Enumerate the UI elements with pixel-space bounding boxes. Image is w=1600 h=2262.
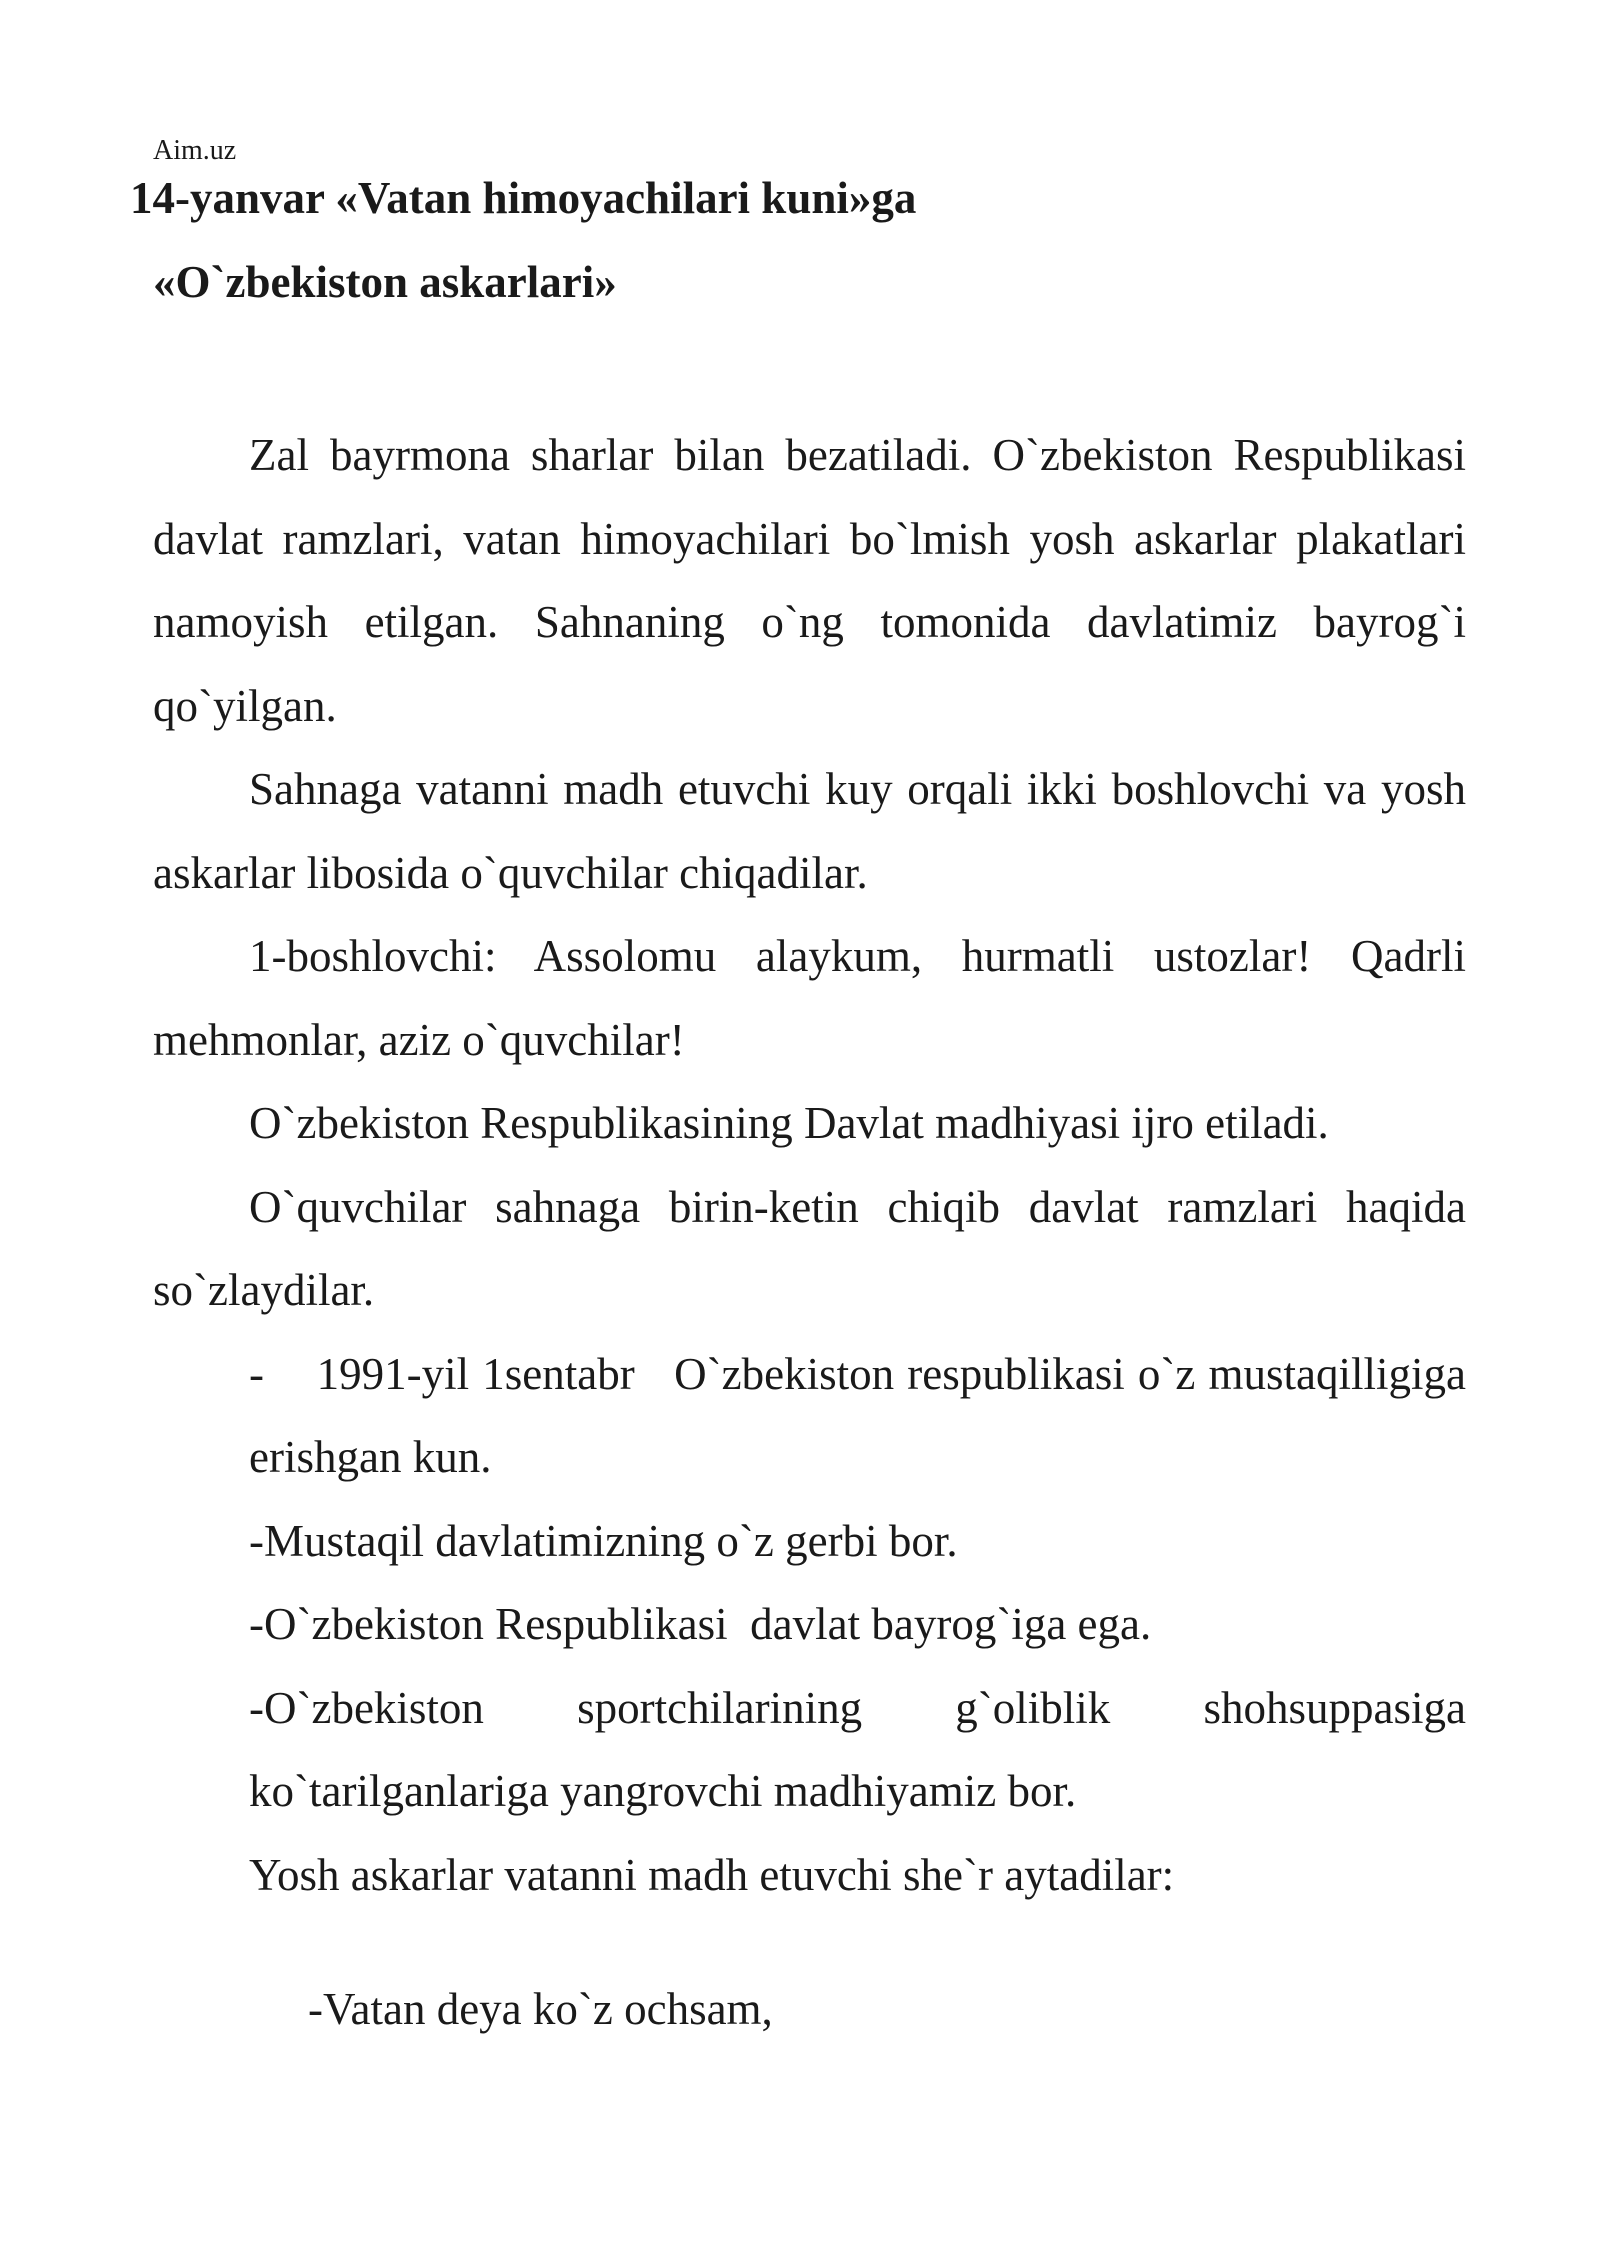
- paragraph-anthem: O`zbekiston Respublikasining Davlat madhiyasi ijro etiladi.: [249, 1098, 1329, 1148]
- paragraph-host-greeting: 1-boshlovchi: Assolomu alaykum, hurmatli ustozlar! Qadrli mehmonlar, aziz o`quvchilar!: [153, 931, 1466, 1065]
- poem-line: -Vatan deya ko`z ochsam,: [308, 1984, 773, 2034]
- paragraph-stage-entrance: Sahnaga vatanni madh etuvchi kuy orqali ikki boshlovchi va yosh askarlar libosida o`quvchilar chiqadilar.: [153, 764, 1466, 898]
- list-item-flag: -O`zbekiston Respublikasi davlat bayrog`iga ega.: [249, 1599, 1152, 1649]
- site-label: Aim.uz: [153, 135, 237, 166]
- list-item-independence: - 1991-yil 1sentabr O`zbekiston respublikasi o`z mustaqilligiga erishgan kun.: [249, 1348, 1466, 1482]
- paragraph-poem-intro: Yosh askarlar vatanni madh etuvchi she`r aytadilar:: [249, 1849, 1175, 1900]
- list-item-emblem: -Mustaqil davlatimizning o`z gerbi bor.: [249, 1515, 958, 1566]
- paragraph-hall-description: Zal bayrmona sharlar bilan bezatiladi. O`zbekiston Respublikasi davlat ramzlari, vatan himoyachilari bo`lmish yosh askarlar plakatlari namoyish etilgan. Sahnaning o`ng tomonida davlatimiz bayrog`i qo`yilgan.: [153, 430, 1466, 731]
- document-subtitle: «O`zbekiston askarlari»: [153, 257, 617, 307]
- document-body: [153, 414, 1466, 1917]
- document-title: 14-yanvar «Vatan himoyachilari kuni»ga: [130, 173, 917, 223]
- paragraph-students-speak: O`quvchilar sahnaga birin-ketin chiqib davlat ramzlari haqida so`zlaydilar.: [153, 1181, 1466, 1315]
- list-item-anthem: -O`zbekiston sportchilarining g`oliblik shohsuppasiga ko`tarilganlariga yangrovchi madhiyamiz bor.: [249, 1682, 1466, 1816]
